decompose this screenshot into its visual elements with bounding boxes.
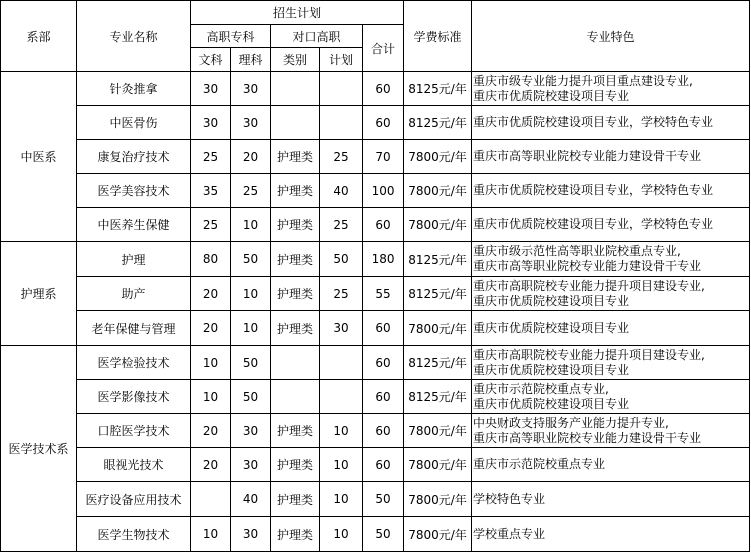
science-cell: 30 — [231, 414, 271, 448]
total-cell: 60 — [363, 380, 404, 414]
major-cell: 康复治疗技术 — [77, 140, 191, 174]
total-cell: 180 — [363, 242, 404, 277]
header-dept: 系部 — [1, 1, 77, 72]
feature-line: 重庆市优质院校建设项目专业 — [473, 320, 630, 335]
category-cell — [271, 346, 320, 380]
major-cell: 医学检验技术 — [77, 346, 191, 380]
fee-cell: 8125元/年 — [404, 277, 472, 311]
fee-cell: 7800元/年 — [404, 448, 472, 482]
major-cell: 中医骨伤 — [77, 106, 191, 140]
features-cell — [472, 517, 750, 552]
counterpart-plan-cell: 10 — [320, 414, 363, 448]
table-row — [1, 482, 750, 517]
counterpart-plan-cell: 25 — [320, 208, 363, 242]
category-cell: 护理类 — [271, 414, 320, 448]
features-cell — [472, 311, 750, 346]
major-cell: 眼视光技术 — [77, 448, 191, 482]
table-row — [1, 277, 750, 311]
total-cell: 60 — [363, 208, 404, 242]
table-row — [1, 311, 750, 346]
counterpart-plan-cell — [320, 346, 363, 380]
features-cell — [472, 448, 750, 482]
major-cell: 医疗设备应用技术 — [77, 482, 191, 517]
fee-cell: 7800元/年 — [404, 517, 472, 552]
header-science: 理科 — [231, 48, 271, 72]
table-row — [1, 448, 750, 482]
science-cell: 50 — [231, 346, 271, 380]
total-cell: 50 — [363, 482, 404, 517]
major-cell: 口腔医学技术 — [77, 414, 191, 448]
feature-line: 重庆市优质院校建设项目专业，学校特色专业 — [473, 217, 714, 231]
features-cell — [472, 380, 750, 414]
science-cell: 10 — [231, 208, 271, 242]
table-row — [1, 242, 750, 277]
feature-line: 学校特色专业 — [473, 491, 546, 506]
total-cell: 70 — [363, 140, 404, 174]
total-cell: 60 — [363, 106, 404, 140]
counterpart-plan-cell — [320, 106, 363, 140]
feature-line: 重庆市高等职业院校专业能力建设骨干专业 — [473, 259, 702, 273]
arts-cell: 10 — [191, 517, 231, 552]
arts-cell: 35 — [191, 174, 231, 208]
arts-cell: 30 — [191, 72, 231, 106]
header-plan: 招生计划 — [191, 1, 404, 25]
counterpart-plan-cell: 25 — [320, 277, 363, 311]
features-cell — [472, 106, 750, 140]
feature-line: 重庆市级示范性高等职业院校重点专业, — [473, 244, 681, 258]
feature-line: 重庆市示范院校重点专业 — [473, 457, 606, 471]
dept-cell: 中医系 — [1, 72, 77, 242]
header-counterpart: 对口高职 — [271, 25, 363, 48]
total-cell: 60 — [363, 448, 404, 482]
science-cell: 50 — [231, 242, 271, 277]
category-cell: 护理类 — [271, 311, 320, 346]
science-cell: 30 — [231, 517, 271, 552]
science-cell: 40 — [231, 482, 271, 517]
feature-line: 重庆市高职院校专业能力提升项目建设专业, — [473, 278, 705, 293]
fee-cell: 7800元/年 — [404, 311, 472, 346]
counterpart-plan-cell: 10 — [320, 482, 363, 517]
major-cell: 医学美容技术 — [77, 174, 191, 208]
science-cell: 10 — [231, 311, 271, 346]
header-major: 专业名称 — [77, 1, 191, 72]
features-cell — [472, 140, 750, 174]
counterpart-plan-cell: 10 — [320, 448, 363, 482]
fee-cell: 8125元/年 — [404, 346, 472, 380]
category-cell — [271, 106, 320, 140]
arts-cell — [191, 482, 231, 517]
category-cell: 护理类 — [271, 448, 320, 482]
category-cell: 护理类 — [271, 277, 320, 311]
total-cell: 60 — [363, 346, 404, 380]
total-cell: 60 — [363, 311, 404, 346]
feature-line: 重庆市优质院校建设项目专业 — [473, 362, 630, 377]
features-cell — [472, 72, 750, 106]
major-cell: 中医养生保健 — [77, 208, 191, 242]
category-cell: 护理类 — [271, 482, 320, 517]
total-cell: 50 — [363, 517, 404, 552]
features-cell — [472, 414, 750, 448]
arts-cell: 20 — [191, 448, 231, 482]
counterpart-plan-cell: 25 — [320, 140, 363, 174]
header-total: 合计 — [363, 25, 404, 72]
header-fee: 学费标准 — [404, 1, 472, 72]
category-cell: 护理类 — [271, 140, 320, 174]
counterpart-plan-cell: 50 — [320, 242, 363, 277]
science-cell: 10 — [231, 277, 271, 311]
feature-line: 重庆市优质院校建设项目专业，学校特色专业 — [473, 183, 714, 197]
features-cell — [472, 208, 750, 242]
table-row — [1, 208, 750, 242]
table-body — [1, 72, 750, 552]
total-cell: 60 — [363, 414, 404, 448]
arts-cell: 10 — [191, 346, 231, 380]
feature-line: 重庆市级专业能力提升项目重点建设专业, — [473, 73, 693, 88]
total-cell: 55 — [363, 277, 404, 311]
table-row — [1, 174, 750, 208]
table-row — [1, 414, 750, 448]
category-cell — [271, 380, 320, 414]
major-cell: 老年保健与管理 — [77, 311, 191, 346]
features-cell — [472, 277, 750, 311]
arts-cell: 20 — [191, 311, 231, 346]
arts-cell: 30 — [191, 106, 231, 140]
table-row — [1, 346, 750, 380]
fee-cell: 7800元/年 — [404, 140, 472, 174]
fee-cell: 8125元/年 — [404, 106, 472, 140]
science-cell: 30 — [231, 106, 271, 140]
counterpart-plan-cell — [320, 380, 363, 414]
major-cell: 医学影像技术 — [77, 380, 191, 414]
arts-cell: 20 — [191, 414, 231, 448]
counterpart-plan-cell: 40 — [320, 174, 363, 208]
feature-line: 重庆市优质院校建设项目专业 — [473, 293, 630, 308]
category-cell: 护理类 — [271, 517, 320, 552]
science-cell: 20 — [231, 140, 271, 174]
features-cell — [472, 174, 750, 208]
table-row — [1, 517, 750, 552]
feature-line: 重庆市高等职业院校专业能力建设骨干专业 — [473, 430, 702, 445]
science-cell: 25 — [231, 174, 271, 208]
fee-cell: 7800元/年 — [404, 174, 472, 208]
fee-cell: 7800元/年 — [404, 414, 472, 448]
arts-cell: 10 — [191, 380, 231, 414]
feature-line: 重庆市示范院校重点专业, — [473, 381, 609, 396]
header-features: 专业特色 — [472, 1, 750, 72]
features-cell — [472, 482, 750, 517]
header-arts: 文科 — [191, 48, 231, 72]
major-cell: 医学生物技术 — [77, 517, 191, 552]
features-cell — [472, 242, 750, 277]
fee-cell: 8125元/年 — [404, 242, 472, 277]
feature-line: 重庆市优质院校建设项目专业 — [473, 396, 630, 411]
category-cell — [271, 72, 320, 106]
fee-cell: 7800元/年 — [404, 482, 472, 517]
feature-line: 中央财政支持服务产业能力提升专业, — [473, 415, 669, 430]
feature-line: 学校重点专业 — [473, 526, 546, 541]
major-cell: 助产 — [77, 277, 191, 311]
fee-cell: 7800元/年 — [404, 208, 472, 242]
category-cell: 护理类 — [271, 242, 320, 277]
feature-line: 重庆市高等职业院校专业能力建设骨干专业 — [473, 149, 702, 163]
major-cell: 针灸推拿 — [77, 72, 191, 106]
category-cell: 护理类 — [271, 208, 320, 242]
dept-cell: 医学技术系 — [1, 346, 77, 552]
features-cell — [472, 346, 750, 380]
table-row — [1, 72, 750, 106]
arts-cell: 25 — [191, 140, 231, 174]
table-row — [1, 140, 750, 174]
total-cell: 100 — [363, 174, 404, 208]
table-row — [1, 380, 750, 414]
major-cell: 护理 — [77, 242, 191, 277]
science-cell: 30 — [231, 72, 271, 106]
arts-cell: 80 — [191, 242, 231, 277]
total-cell: 60 — [363, 72, 404, 106]
science-cell: 30 — [231, 448, 271, 482]
category-cell: 护理类 — [271, 174, 320, 208]
fee-cell: 8125元/年 — [404, 380, 472, 414]
counterpart-plan-cell: 30 — [320, 311, 363, 346]
feature-line: 重庆市优质院校建设项目专业，学校特色专业 — [473, 115, 714, 129]
science-cell: 50 — [231, 380, 271, 414]
header-counterpart-plan: 计划 — [320, 48, 363, 72]
arts-cell: 25 — [191, 208, 231, 242]
arts-cell: 20 — [191, 277, 231, 311]
feature-line: 重庆市高职院校专业能力提升项目建设专业, — [473, 347, 705, 362]
counterpart-plan-cell — [320, 72, 363, 106]
header-vocational: 高职专科 — [191, 25, 271, 48]
counterpart-plan-cell: 10 — [320, 517, 363, 552]
fee-cell: 8125元/年 — [404, 72, 472, 106]
table-row — [1, 106, 750, 140]
header-category: 类别 — [271, 48, 320, 72]
feature-line: 重庆市优质院校建设项目专业 — [473, 88, 630, 103]
dept-cell: 护理系 — [1, 242, 77, 346]
